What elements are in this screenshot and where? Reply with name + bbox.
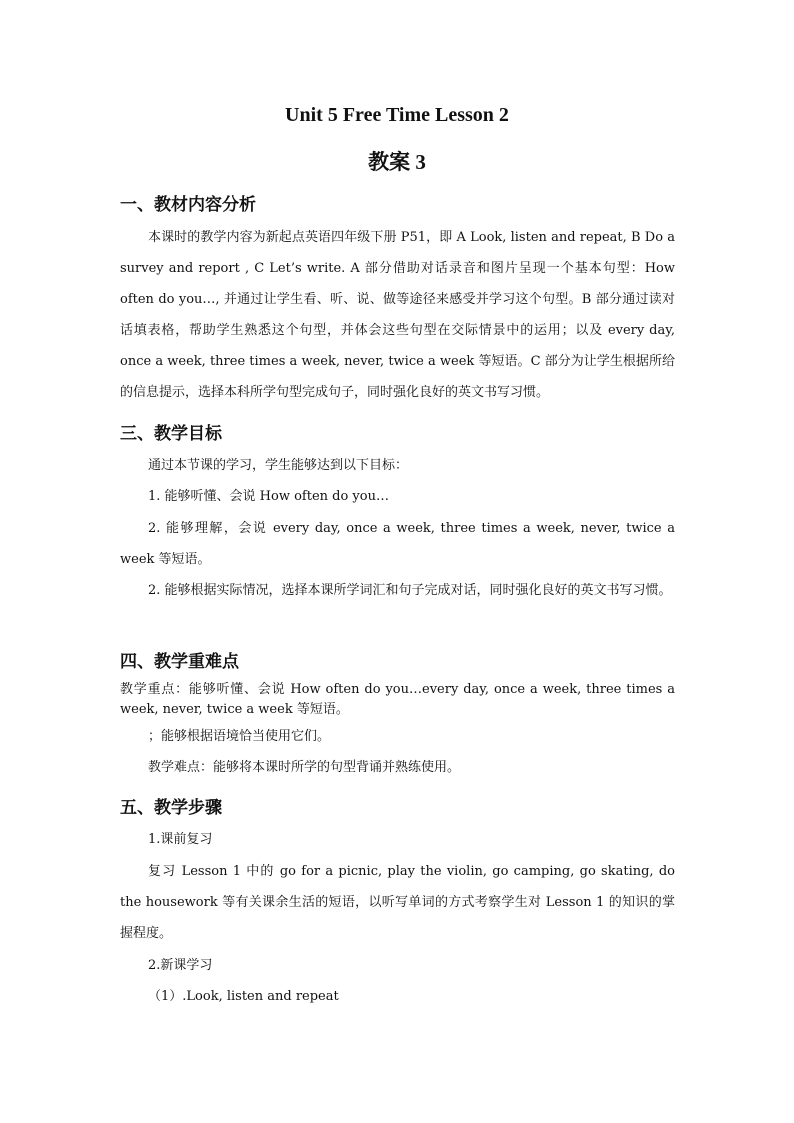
step-2-sub-1: （1）.Look, listen and repeat <box>148 989 339 1004</box>
teaching-goal-item-2: 2. 能够理解，会说 every day, once a week, three times a week, never, twice a week 等短语。 <box>120 521 675 567</box>
difficult-points-text: 教学难点：能够将本课时所学的句型背诵并熟练使用。 <box>148 760 461 775</box>
step-2-label: 2.新课学习 <box>148 958 213 973</box>
step-1-label: 1.课前复习 <box>148 832 213 847</box>
section-heading-content-analysis: 一、教材内容分析 <box>120 195 256 215</box>
section-heading-teaching-steps: 五、教学步骤 <box>120 798 222 818</box>
teaching-goal-item-1: 1. 能够听懂、会说 How often do you… <box>148 489 389 504</box>
document-subtitle: 教案 3 <box>368 150 426 174</box>
section-heading-key-points: 四、教学重难点 <box>120 652 239 672</box>
key-points-text: 教学重点：能够听懂、会说 How often do you…every day, once a week, three times a week, never, twice a week 等短语。 <box>120 682 675 717</box>
step-1-paragraph: 复习 Lesson 1 中的 go for a picnic, play the violin, go camping, go skating, do the housework 等有关课余生活的短语，以听写单词的方式考察学生对 Lesson 1 的知识的掌握程度。 <box>120 864 675 941</box>
teaching-goal-item-3: 2. 能够根据实际情况，选择本课所学词汇和句子完成对话，同时强化良好的英文书写习惯。 <box>148 583 672 598</box>
document-title: Unit 5 Free Time Lesson 2 <box>285 104 509 126</box>
key-points-text-continued: ；能够根据语境恰当使用它们。 <box>148 729 331 744</box>
content-analysis-paragraph: 本课时的教学内容为新起点英语四年级下册 P51，即 A Look, listen and repeat, B Do a survey and report , C Let’s write. A 部分借助对话录音和图片呈现一个基本句型：How often do you…, 并通过让学生看、听、说、做等途径来感受并学习这个句型。B 部分通过读对话填表格，帮助学生熟悉这个句型，并体会这些句型在交际情景中的运用；以及 every day, once a week, three times a week, never, twice a week 等短语。C 部分为让学生根据所给的信息提示，选择本科所学句型完成句子，同时强化良好的英文书写习惯。 <box>120 230 675 400</box>
section-heading-teaching-goals: 三、教学目标 <box>120 424 222 444</box>
teaching-goals-intro: 通过本节课的学习，学生能够达到以下目标： <box>148 458 409 473</box>
